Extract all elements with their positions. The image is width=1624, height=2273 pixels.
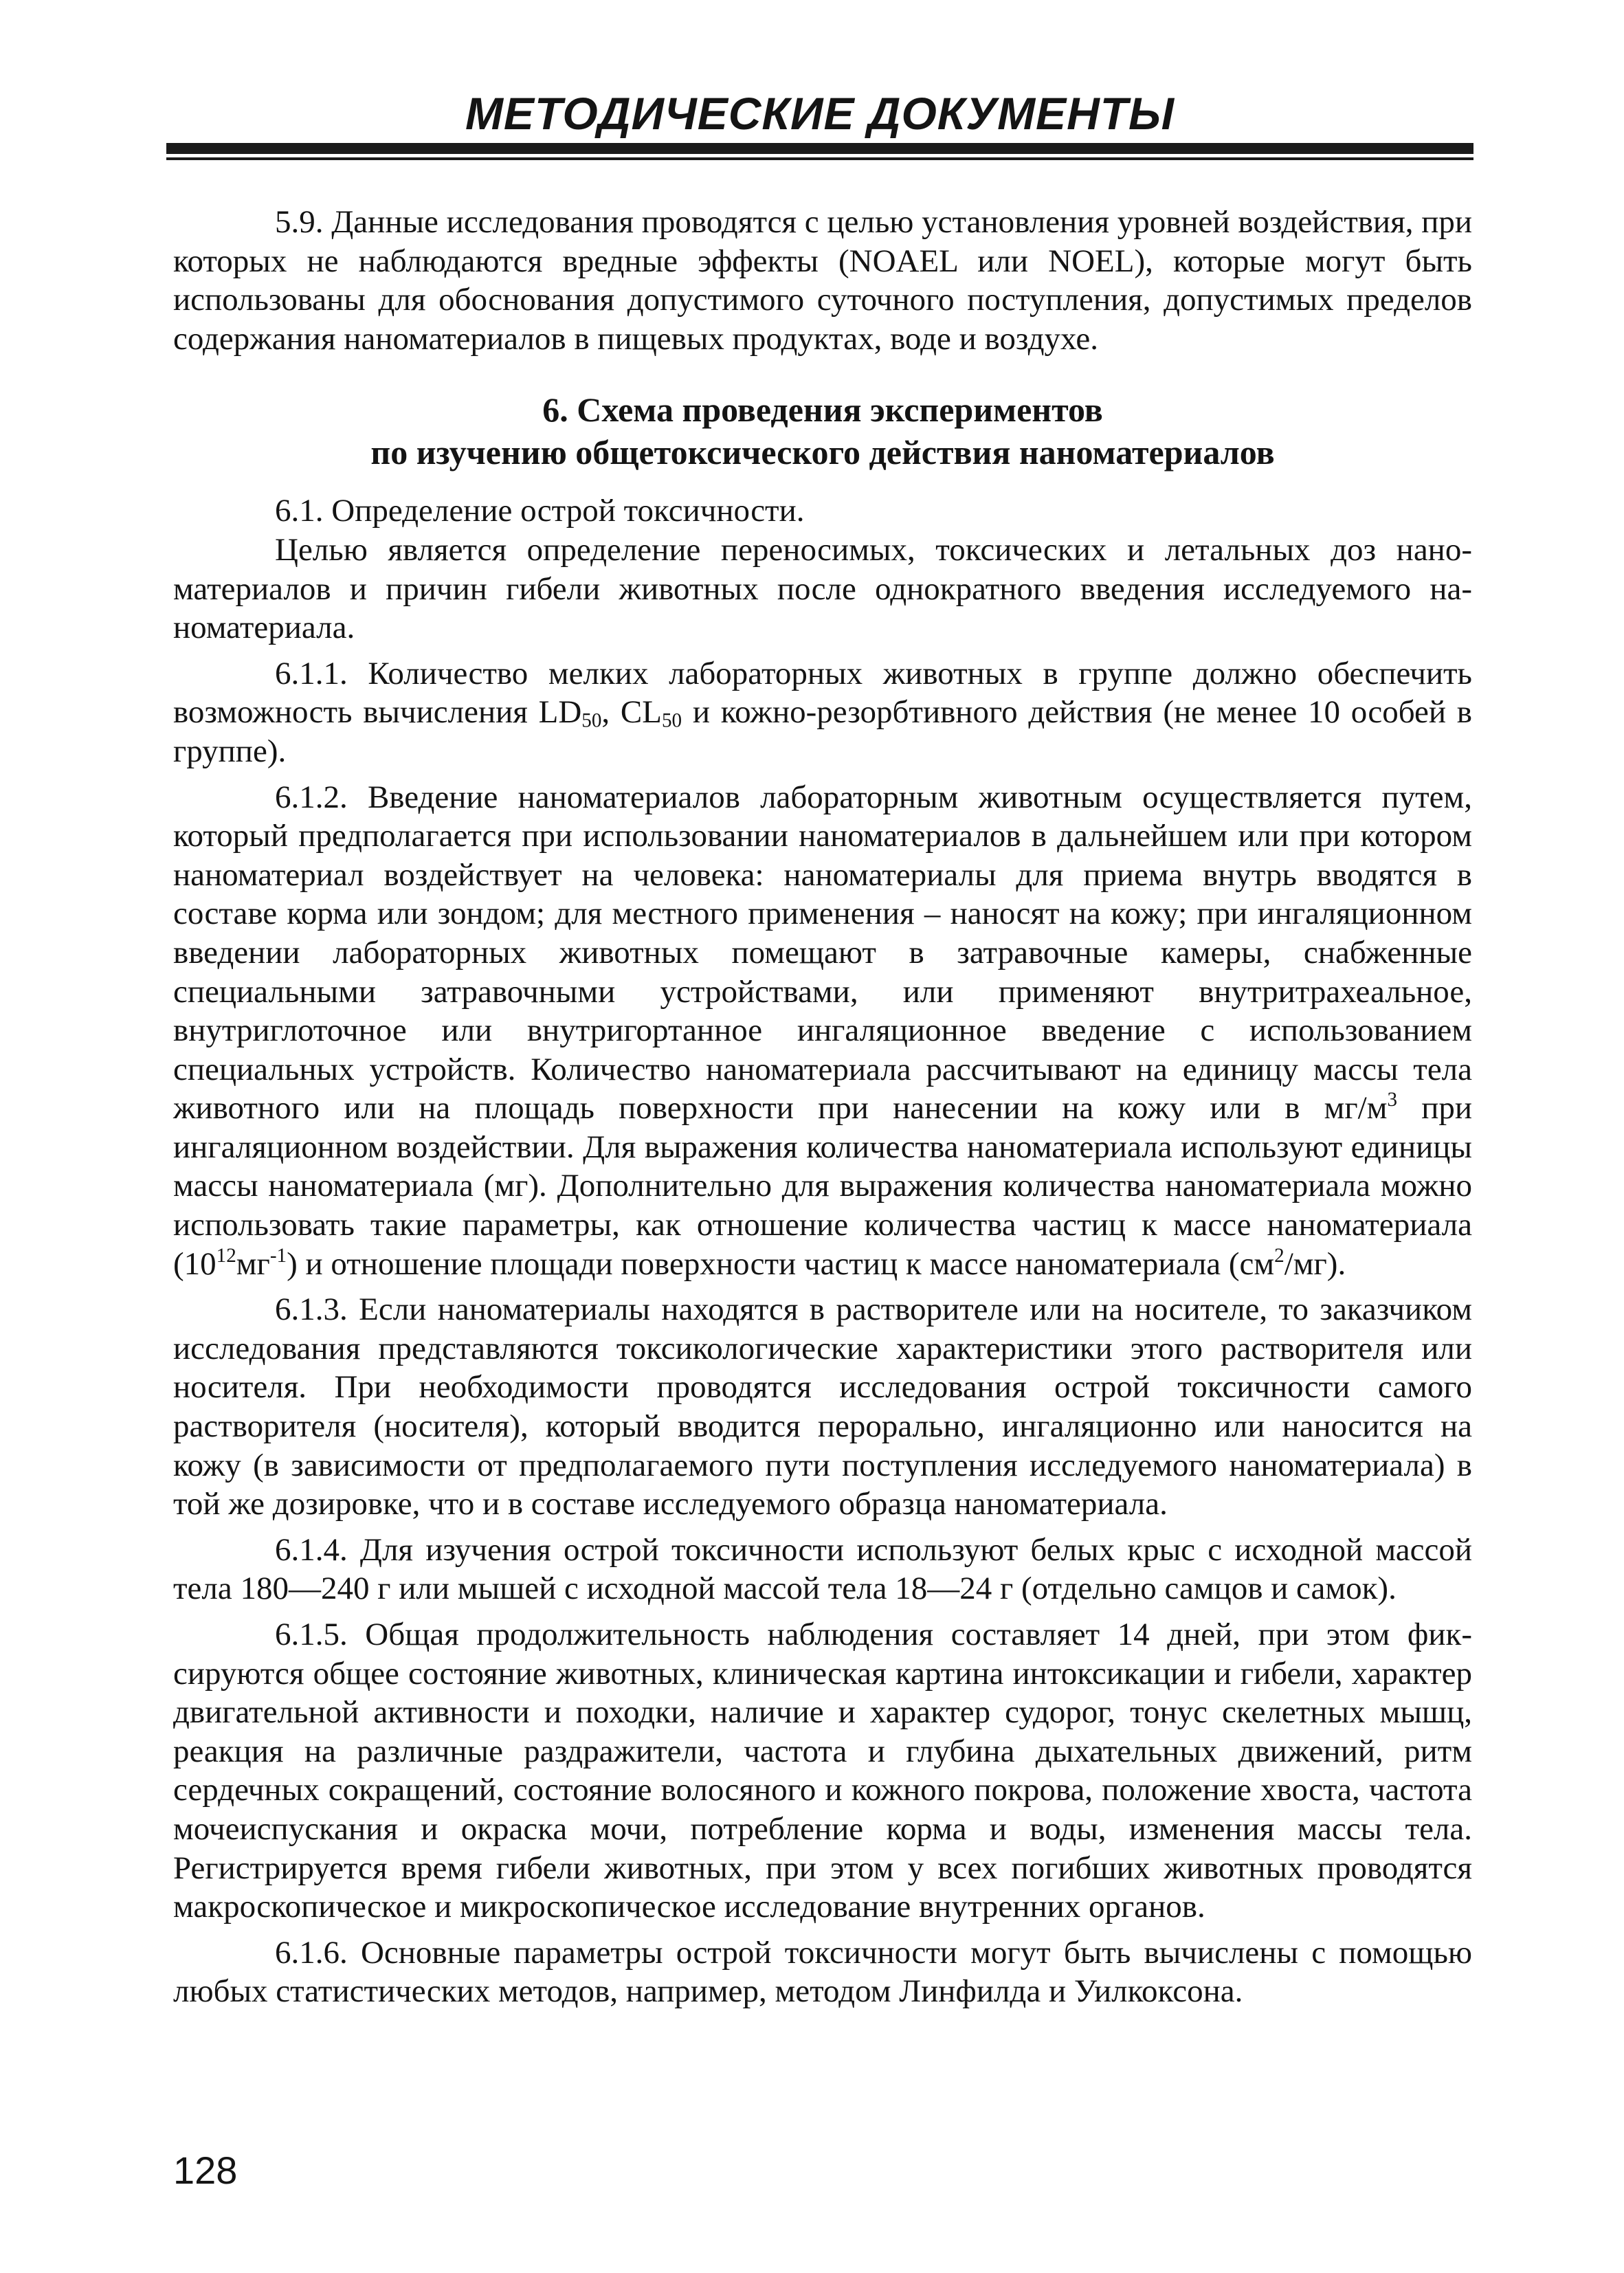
paragraph-6-1-goal: Целью является определение переносимых, токсических и летальных доз наноматериалов и причин гибели животных после однократного введения исследуемого наноматериала.: [173, 531, 1472, 646]
header-rule-thin: [166, 157, 1473, 160]
section-6-title-line-1: 6. Схема проведения экспериментов: [542, 390, 1103, 430]
paragraph-6-1-6: 6.1.6. Основные параметры острой токсичности могут быть вычислены с помощью любых статистических методов, например, методом Линфилда и Уилкоксона.: [173, 1934, 1472, 2010]
paragraph-6-1-4: 6.1.4. Для изучения острой токсичности используют белых крыс с исходной массой тела 180—240 г или мышей с исходной массой тела 18—24 г (отдельно самцов и самок).: [173, 1531, 1472, 1607]
text-run: ) и отношение площади поверхности частиц к массе наноматериала (см: [287, 1245, 1275, 1282]
section-6-title-line-2: по изучению общетоксического действия наноматериалов: [370, 433, 1275, 472]
paragraph-6-1-5: 6.1.5. Общая продолжительность наблюдения составляет 14 дней, при этом фиксируются общее состояние животных, клиническая картина интоксикации и гибели, характер двигательной активности и походки, наличие и характер судорог, тонус скелетных мышц, реакция на различные раздражители, частота и глубина дыхательных движений, ритм сердечных сокращений, состояние волосяного и кожного покрова, положение хвоста, частота мочеиспускания и окраска мочи, потребление корма и воды, изменения массы тела. Регистрируется время гибели животных, при этом у всех погибших животных проводятся макроскопическое и микроскопическое исследование внутренних органов.: [173, 1617, 1472, 1925]
body-text: [173, 203, 1472, 2011]
section-6-title: [173, 388, 1472, 474]
subscript-50: 50: [581, 709, 602, 732]
text-run: и кожно-резорбтивного действия (не менее 10 особей в группе).: [173, 694, 1472, 769]
paragraph-5-9: 5.9. Данные исследования проводятся с целью установления уровней воздействия, при которых не наблюдаются вредные эффекты (NOAEL или NOEL), которые могут быть использованы для обоснования допустимого суточного поступления, допустимых пределов содержания наноматериалов в пищевых продуктах, воде и воздухе.: [173, 204, 1473, 357]
running-header: МЕТОДИЧЕСКИЕ ДОКУМЕНТЫ: [465, 88, 1175, 139]
paragraph-6-1-2: [173, 778, 1472, 1284]
subscript-50: 50: [661, 709, 682, 732]
paragraph-6-1-1: [173, 654, 1472, 771]
superscript-3: 3: [1387, 1089, 1398, 1111]
text-run: при ингаляционном воздействии. Для выражения количества наноматериала используют единицы массы наноматериала (мг). Дополнительно для выражения количества наноматериала можно использовать такие параметры, как отношение количества частиц к массе наноматериала (10: [173, 1090, 1472, 1282]
text-run: 6.1.1. Количество мелких лабораторных животных в группе должно обеспечить возможность вычисления LD: [173, 655, 1472, 731]
header-rule-thick: [166, 143, 1473, 154]
text-run: мг: [236, 1245, 270, 1282]
text-run: , CL: [601, 694, 662, 731]
page-number: 128: [173, 2149, 238, 2192]
paragraph-6-1: 6.1. Определение острой токсичности.: [275, 493, 805, 529]
text-run: /мг).: [1284, 1245, 1346, 1282]
superscript-12: 12: [216, 1244, 236, 1267]
text-run: 6.1.2. Введение наноматериалов лабораторным животным осуществляется путем, который предполагается при использовании наноматериалов в дальнейшем или при котором наноматериал воздействует на человека: наноматериалы для приема внутрь вводятся в составе корма или зондом; для местного применения – наносят на кожу; при ингаляционном введении лабораторных животных помещают в затравочные камеры, снабженные специальными затравочными устройствами, или применяют внутритрахеальное, внутриглоточное или внутригортанное ингаляционное введение с использованием специальных устройств. Количество наноматериала рассчитывают на единицу массы тела животного или на площадь поверхности при нанесении на кожу или в мг/м: [173, 779, 1472, 1127]
superscript-minus-1: -1: [269, 1244, 287, 1267]
paragraph-6-1-3: 6.1.3. Если наноматериалы находятся в растворителе или на носителе, то заказчиком исследования представляются токсикологические характеристики этого растворителя или носителя. При необходимости проводятся исследования острой токсичности самого растворителя (носителя), который вводится перорально, ингаляционно или наносится на кожу (в зависимости от предполагаемого пути поступления исследуемого наноматериала) в той же дозировке, что и в составе исследуемого образца наноматериала.: [173, 1291, 1472, 1522]
superscript-2: 2: [1274, 1244, 1284, 1267]
